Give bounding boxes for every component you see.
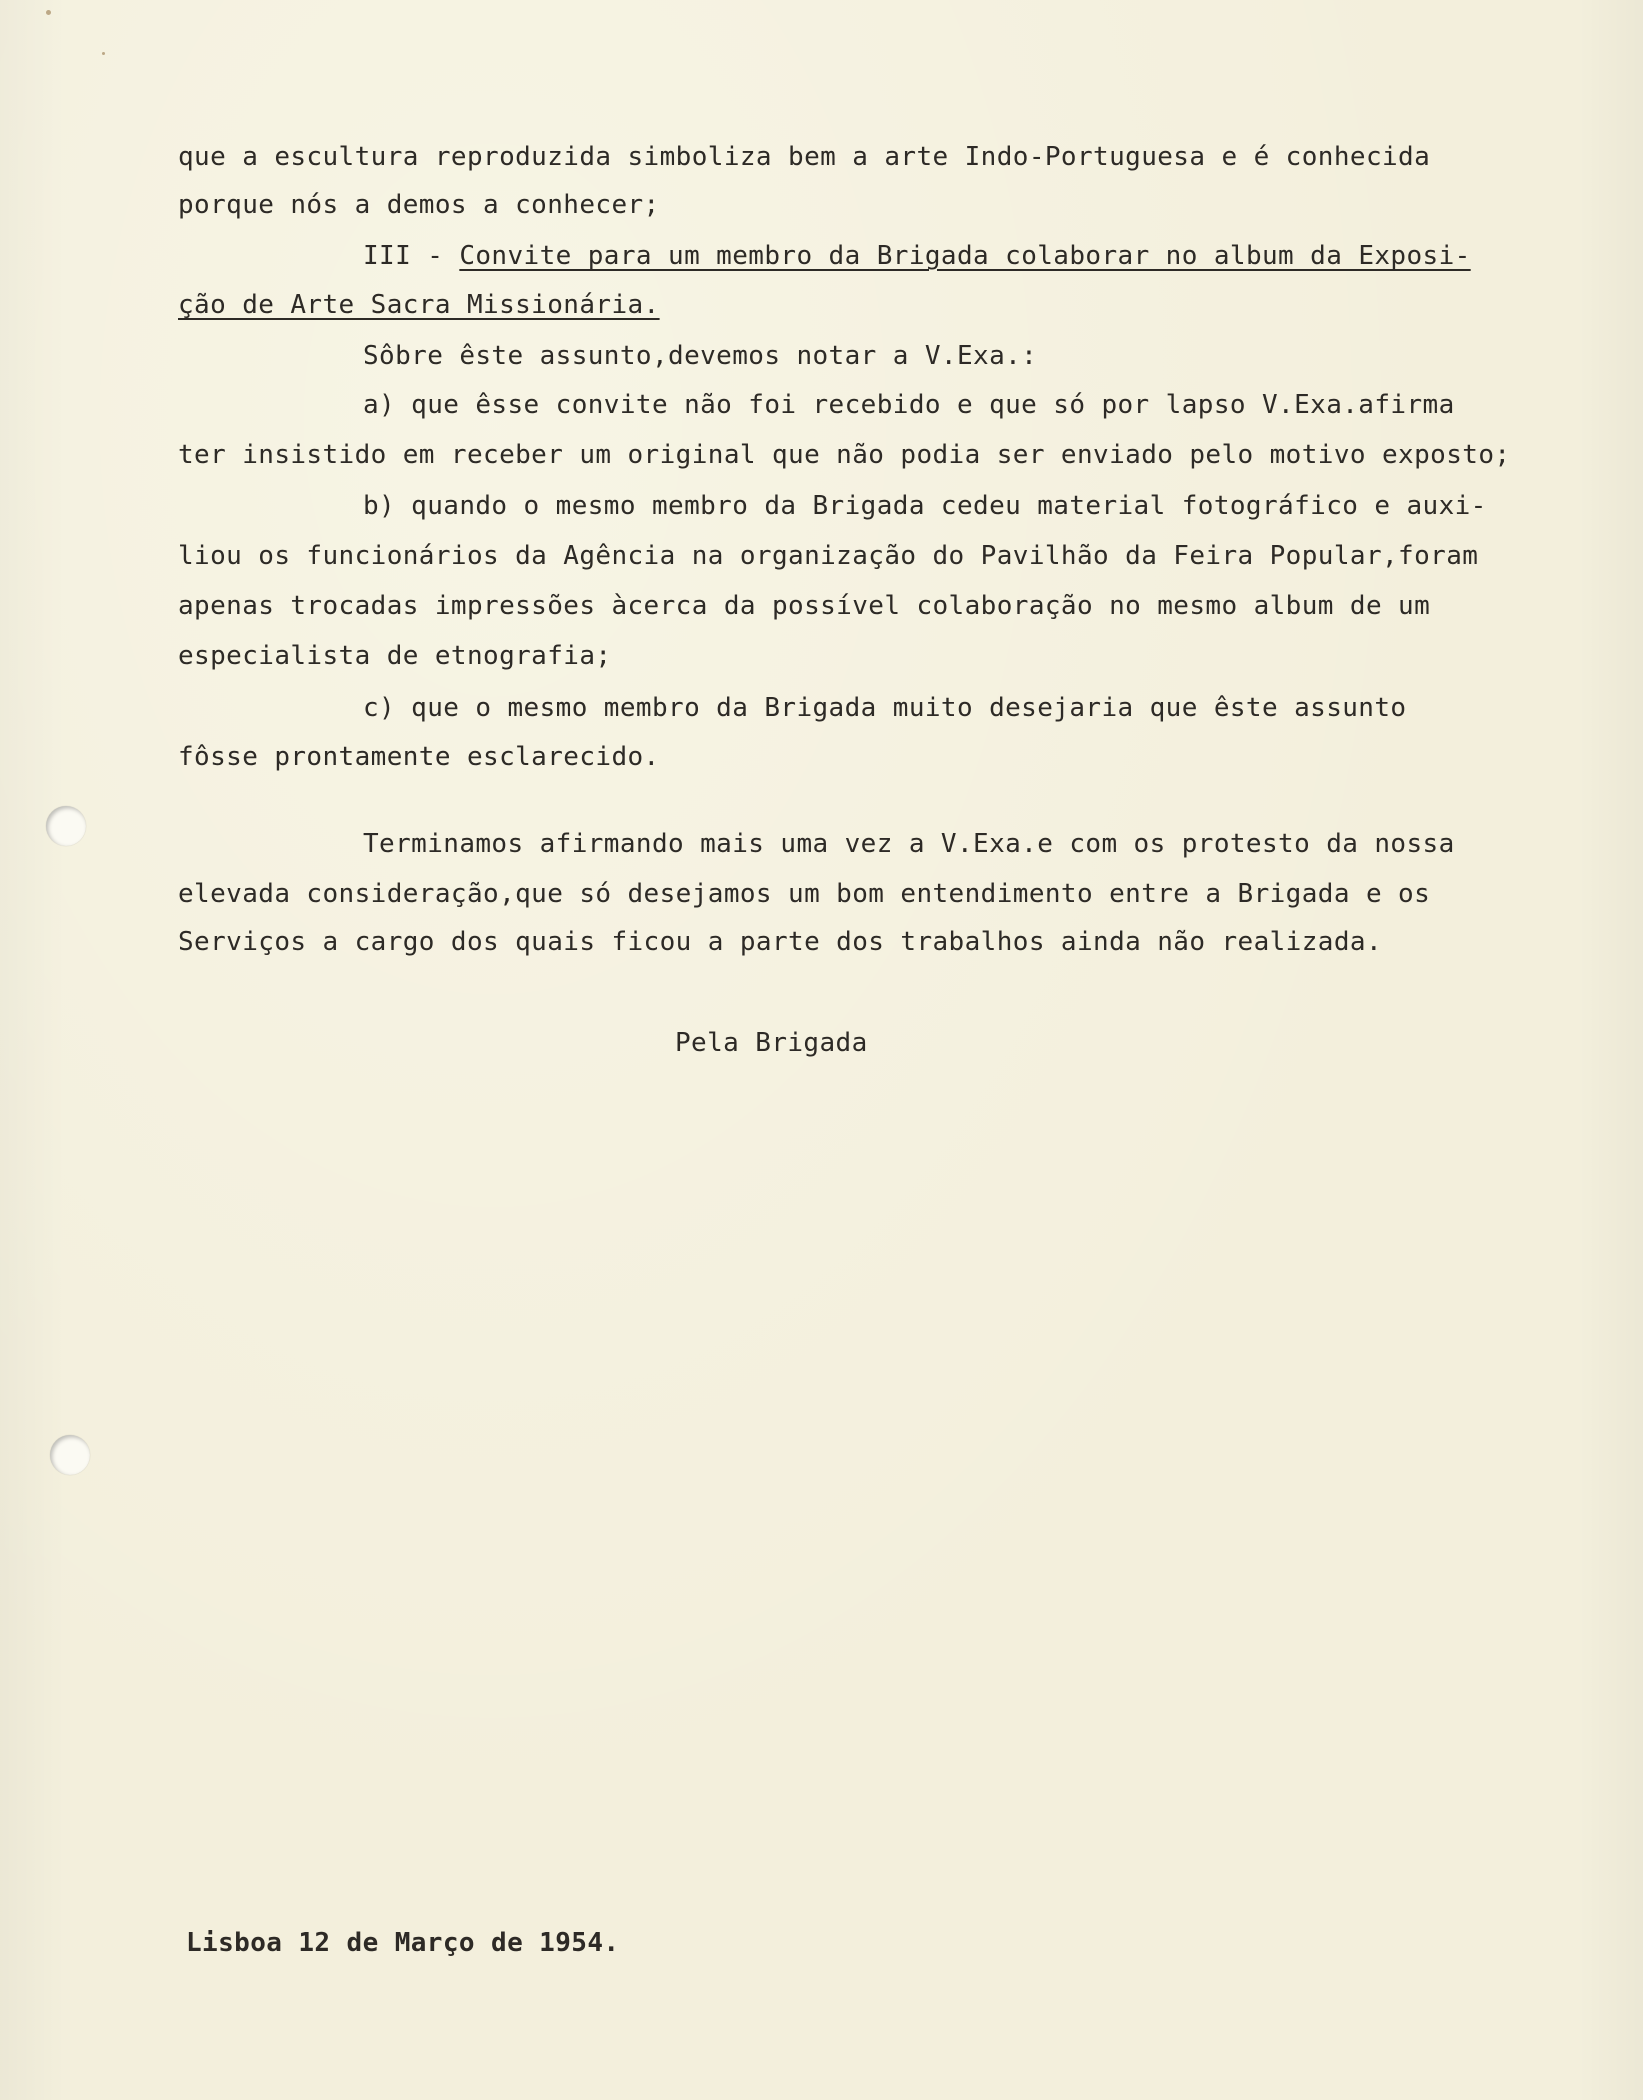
closing-line-1: Terminamos afirmando mais uma vez a V.Exa.e com os protesto da nossa [363, 829, 1455, 859]
section-iii-title-continued: ção de Arte Sacra Missionária. [178, 290, 660, 320]
body-line-intro: Sôbre êste assunto,devemos notar a V.Exa.: [363, 341, 1038, 371]
item-b-line-3: apenas trocadas impressões àcerca da possível colaboração no mesmo album de um [178, 591, 1431, 621]
section-iii-title: Convite para um membro da Brigada colaborar no album da Exposi- [459, 241, 1471, 271]
section-iii-heading [363, 240, 1471, 272]
item-b-line-2: liou os funcionários da Agência na organização do Pavilhão da Feira Popular,foram [178, 541, 1479, 571]
punch-hole-bottom [50, 1435, 90, 1475]
section-iii-number: III - [363, 241, 460, 271]
item-b-line-4: especialista de etnografia; [178, 641, 612, 671]
body-line-1: que a escultura reproduzida simboliza bem a arte Indo-Portuguesa e é conhecida [178, 142, 1431, 172]
closing-line-2: elevada consideração,que só desejamos um bom entendimento entre a Brigada e os [178, 879, 1431, 909]
item-c-line-1: c) que o mesmo membro da Brigada muito desejaria que êste assunto [363, 693, 1407, 723]
paper-speck [46, 10, 51, 15]
item-a-line-1: a) que êsse convite não foi recebido e que só por lapso V.Exa.afirma [363, 390, 1455, 420]
signature-line: Pela Brigada [675, 1028, 868, 1058]
paper-speck [102, 52, 105, 55]
closing-line-3: Serviços a cargo dos quais ficou a parte dos trabalhos ainda não realizada. [178, 927, 1382, 957]
item-b-line-1: b) quando o mesmo membro da Brigada cedeu material fotográfico e auxi- [363, 491, 1487, 521]
item-a-line-2: ter insistido em receber um original que não podia ser enviado pelo motivo exposto; [178, 440, 1511, 470]
punch-hole-top [46, 806, 86, 846]
body-line-2: porque nós a demos a conhecer; [178, 190, 660, 220]
place-and-date: Lisboa 12 de Março de 1954. [186, 1928, 620, 1958]
item-c-line-2: fôsse prontamente esclarecido. [178, 742, 660, 772]
